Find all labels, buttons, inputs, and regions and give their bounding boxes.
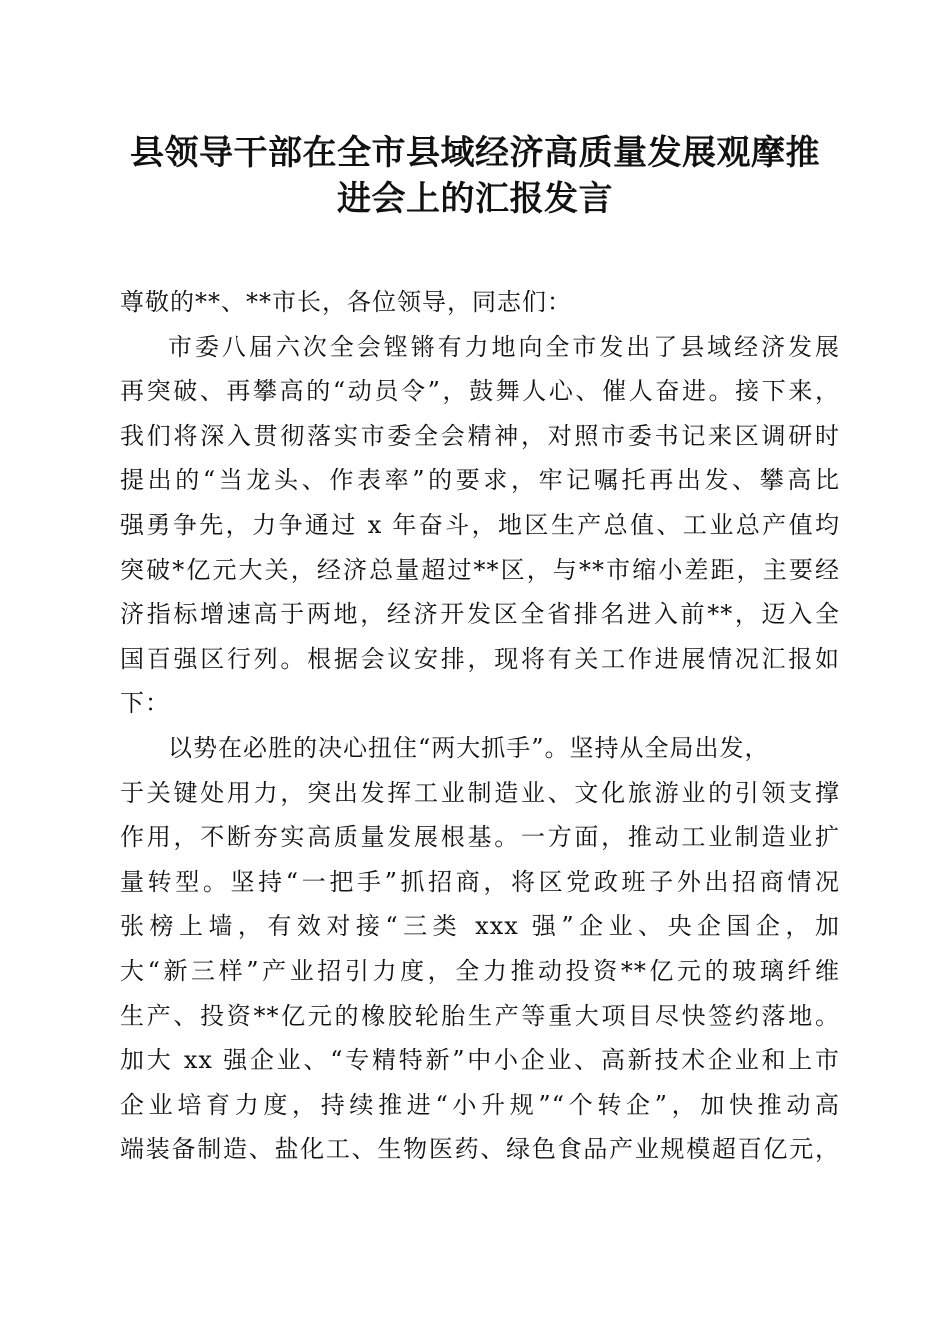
document-title (100, 130, 850, 222)
paragraph-line: 市委八届六次全会铿锵有力地向全市发出了县域经济发展 (168, 332, 840, 361)
document-body (120, 280, 840, 1172)
paragraph-1 (120, 325, 840, 726)
paragraph-2 (120, 726, 840, 1172)
paragraph-line: 突破*亿元大关，经济总量超过**区，与**市缩小差距，主要经 (120, 555, 840, 584)
paragraph-line: 我们将深入贯彻落实市委全会精神，对照市委书记来区调研时 (120, 421, 840, 450)
paragraph-line: 济指标增速高于两地，经济开发区全省排名进入前**，迈入全 (120, 600, 840, 629)
paragraph-line: 张榜上墙，有效对接“三类 xxx 强”企业、央企国企，加 (120, 912, 840, 941)
paragraph-line: 大“新三样”产业招引力度，全力推动投资**亿元的玻璃纤维 (120, 956, 840, 985)
paragraph-line: 生产、投资**亿元的橡胶轮胎生产等重大项目尽快签约落地。 (120, 1001, 840, 1030)
paragraph-line: 强勇争先，力争通过 x 年奋斗，地区生产总值、工业总产值均 (120, 510, 840, 539)
title-line-1: 县领导干部在全市县域经济高质量发展观摩推 (130, 133, 820, 173)
title-line-2: 进会上的汇报发言 (337, 179, 613, 219)
paragraph-line: 端装备制造、盐化工、生物医药、绿色食品产业规模超百亿元， (120, 1135, 840, 1164)
paragraph-line: 企业培育力度，持续推进“小升规”“个转企”，加快推动高 (120, 1090, 840, 1119)
paragraph-line: 以势在必胜的决心扭住“两大抓手”。坚持从全局出发， (168, 733, 770, 762)
paragraph-line: 提出的“当龙头、作表率”的要求，牢记嘱托再出发、攀高比 (120, 466, 840, 495)
salutation: 尊敬的**、**市长，各位领导，同志们： (120, 288, 572, 316)
paragraph-line: 下： (120, 689, 170, 718)
paragraph-line: 加大 xx 强企业、“专精特新”中小企业、高新技术企业和上市 (120, 1046, 840, 1075)
paragraph-line: 量转型。坚持“一把手”抓招商，将区党政班子外出招商情况 (120, 867, 840, 896)
paragraph-line: 再突破、再攀高的“动员令”，鼓舞人心、催人奋进。接下来， (120, 377, 840, 406)
paragraph-line: 国百强区行列。根据会议安排，现将有关工作进展情况汇报如 (120, 644, 840, 673)
paragraph-line: 于关键处用力，突出发挥工业制造业、文化旅游业的引领支撑 (120, 778, 840, 807)
paragraph-line: 作用，不断夯实高质量发展根基。一方面，推动工业制造业扩 (120, 823, 840, 852)
